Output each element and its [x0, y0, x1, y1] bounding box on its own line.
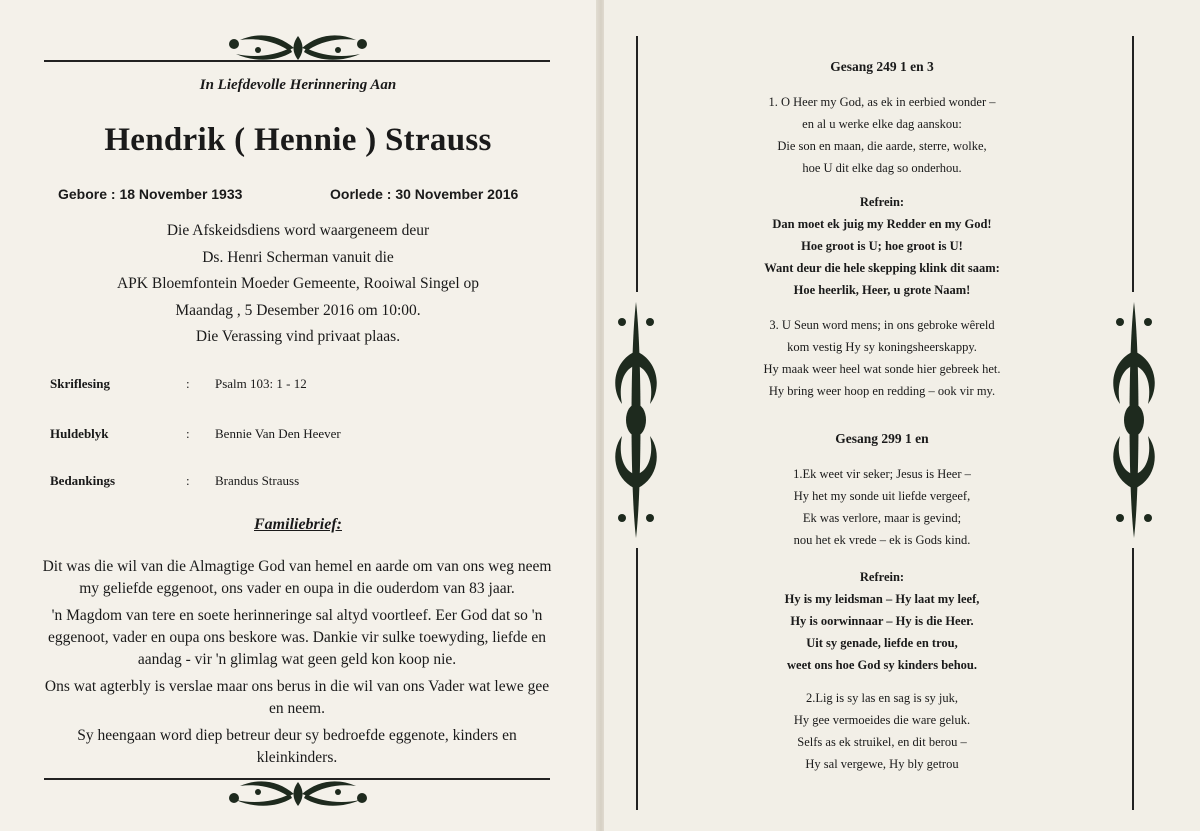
right-border-line [1132, 36, 1134, 292]
hymn-title: Gesang 299 1 en [835, 431, 929, 446]
letter-paragraph: 'n Magdom van tere en soete herinneringe sal altyd voortleef. Eer God dat so 'n eggenoot, vader en oupa ons beskore was. Dankie vir sulke toewyding, liefde en aandag - vir 'n glimlag wat geen geld kon koop nie. [47, 607, 546, 668]
programme-colon: : [186, 426, 190, 441]
verse-line: hoe U dit elke dag so onderhou. [802, 161, 962, 175]
verse-line: Hy gee vermoeides die ware geluk. [793, 713, 971, 727]
death-date: Oorlede : 30 November 2016 [330, 186, 519, 202]
service-line: Die Verassing vind privaat plaas. [195, 328, 401, 345]
family-letter-heading: Familiebrief: [254, 516, 342, 533]
verse-line: 1. O Heer my God, as ek in eerbied wonder – [768, 95, 996, 109]
verse-line: nou het ek vrede – ek is Gods kind. [793, 533, 971, 547]
left-border-line [636, 36, 638, 292]
verse-line: 3. U Seun word mens; in ons gebroke wêreld [769, 318, 995, 332]
verse-line: Hy het my sonde uit liefde vergeef, [793, 489, 971, 503]
refrain-line: Hoe heerlik, Heer, u grote Naam! [793, 283, 971, 297]
hymn-verse [640, 314, 1124, 402]
service-line: APK Bloemfontein Moeder Gemeente, Rooiwal Singel op [116, 275, 480, 292]
letter-paragraph: Dit was die wil van die Almagtige God van hemel en aarde om van ons weg neem my geliefde eggenoot, ons vader en oupa in die ouderdom van 83 jaar. [42, 558, 552, 597]
verse-line: Ek was verlore, maar is gevind; [802, 511, 962, 525]
verse-line: Selfs as ek struikel, en dit berou – [797, 735, 967, 749]
refrain-title: Refrein: [859, 195, 905, 209]
service-line: Ds. Henri Scherman vanuit die [202, 248, 394, 266]
programme-label: Huldeblyk [50, 426, 109, 441]
service-line: Die Afskeidsdiens word waargeneem deur [166, 222, 430, 239]
refrain-line: Hy is oorwinnaar – Hy is die Heer. [790, 614, 974, 628]
flourish-ornament-bottom [218, 776, 378, 812]
hymn-title: Gesang 249 1 en 3 [830, 59, 934, 74]
verse-line: Die son en maan, die aarde, sterre, wolke, [777, 139, 987, 153]
service-details [48, 218, 548, 351]
deceased-name: Hendrik ( Hennie ) Strauss [104, 122, 492, 158]
verse-line: 2.Lig is sy las en sag is sy juk, [805, 691, 959, 705]
right-border-line [1132, 548, 1134, 810]
refrain-line: Hy is my leidsman – Hy laat my leef, [784, 592, 980, 606]
left-border-line [636, 548, 638, 810]
refrain-line: Hoe groot is U; hoe groot is U! [801, 239, 963, 253]
refrain-title: Refrein: [859, 570, 905, 584]
refrain-line: Want deur die hele skepping klink dit saam: [764, 261, 1000, 275]
hymn-verse [640, 463, 1124, 551]
letter-paragraph: Ons wat agterbly is verslae maar ons berus in die wil van ons Vader wat lewe gee en neem. [44, 678, 550, 717]
family-letter [36, 556, 558, 774]
programme-value: Bennie Van Den Heever [215, 426, 341, 441]
verse-line: Hy bring weer hoop en redding – ook vir my. [768, 384, 996, 398]
programme-value: Brandus Strauss [215, 473, 300, 488]
refrain-line: Dan moet ek juig my Redder en my God! [772, 217, 992, 231]
birth-date: Gebore : 18 November 1933 [58, 186, 243, 202]
programme-value: Psalm 103: 1 - 12 [215, 376, 307, 391]
service-line: Maandag , 5 Desember 2016 om 10:00. [175, 301, 421, 319]
hymn-verse [640, 687, 1124, 775]
hymn-verse [640, 91, 1124, 179]
programme-label: Bedankings [50, 473, 116, 488]
verse-line: en al u werke elke dag aanskou: [802, 117, 962, 131]
verse-line: 1.Ek weet vir seker; Jesus is Heer – [793, 467, 971, 481]
verse-line: Hy sal vergewe, Hy bly getrou [805, 757, 959, 771]
programme-colon: : [186, 473, 190, 488]
intro-line: In Liefdevolle Herinnering Aan [199, 77, 397, 93]
verse-line: kom vestig Hy sy koningsheerskappy. [787, 340, 977, 354]
top-rule [44, 60, 550, 62]
refrain [640, 566, 1124, 676]
refrain-line: Uit sy genade, liefde en trou, [806, 636, 958, 650]
verse-line: Hy maak weer heel wat sonde hier gebreek het. [763, 362, 1001, 376]
refrain-line: weet ons hoe God sy kinders behou. [787, 658, 977, 672]
letter-paragraph: Sy heengaan word diep betreur deur sy bedroefde eggenote, kinders en kleinkinders. [77, 727, 517, 766]
refrain [640, 191, 1124, 301]
programme-label: Skriflesing [50, 376, 110, 391]
programme-colon: : [186, 376, 190, 391]
